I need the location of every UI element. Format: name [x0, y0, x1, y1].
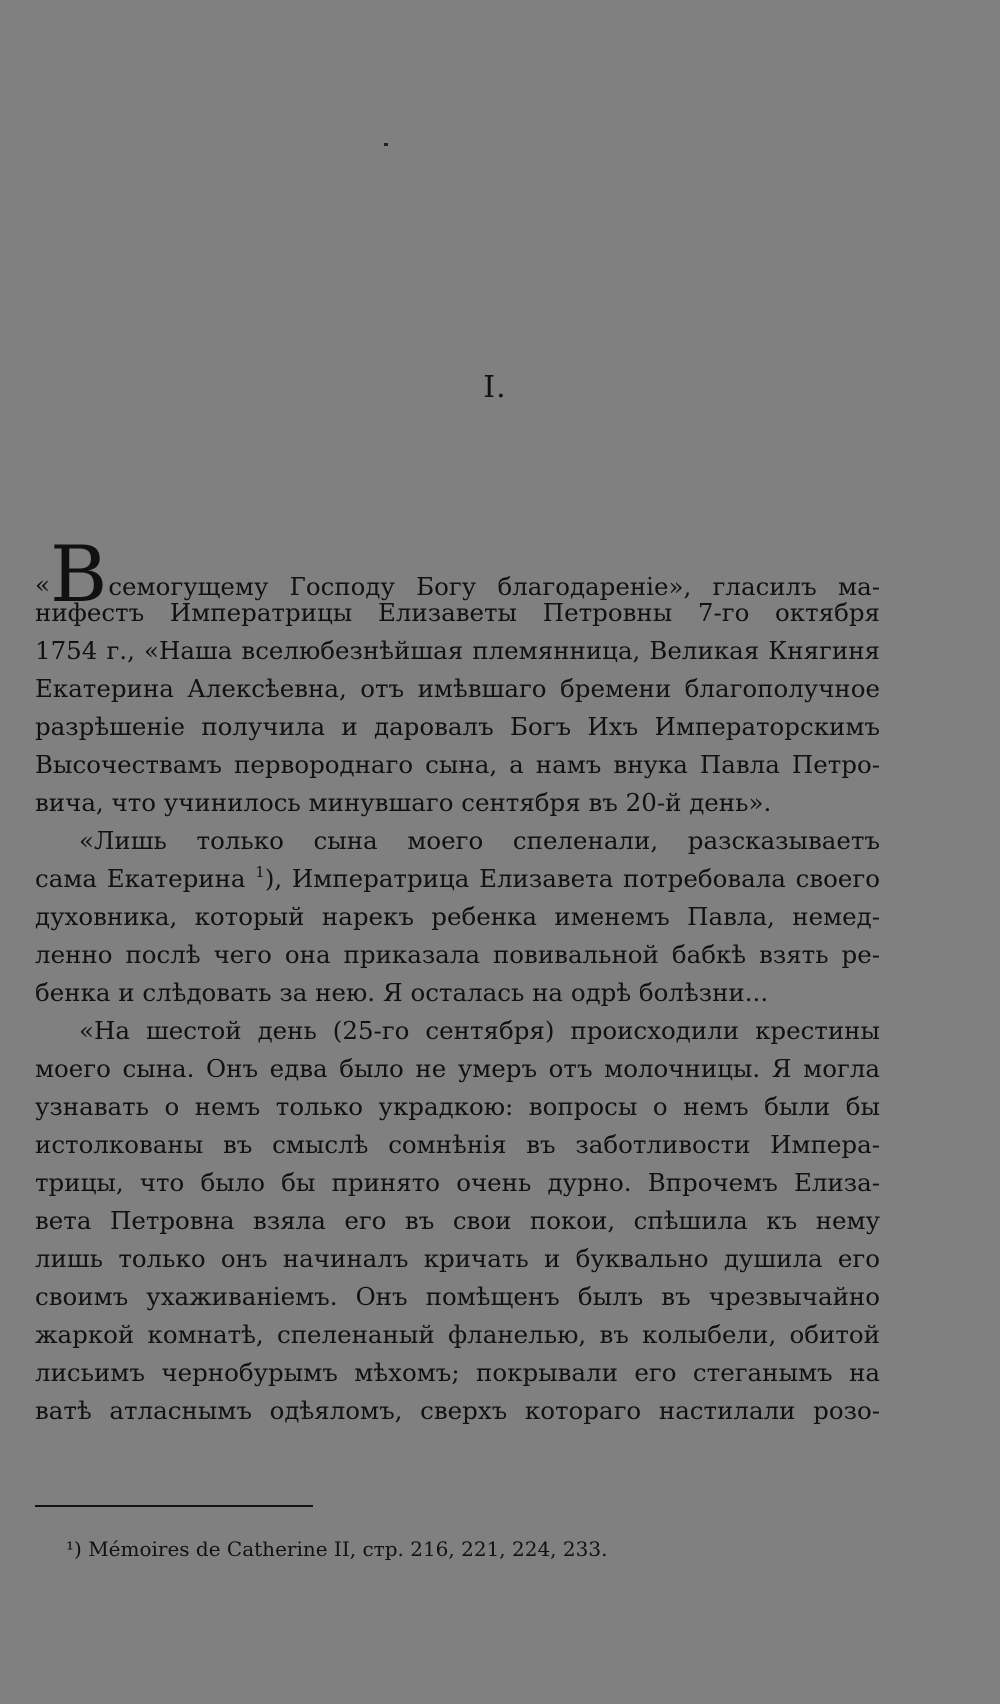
paragraph-1-line-text: семогущему Господу Богу благодареніе», гласилъ ма-	[108, 572, 880, 601]
paragraph-2-line: «Лишь только сына моего спеленали, разсказываетъ	[79, 826, 880, 855]
paragraph-2-line-text: ), Императрица Елизавета потребовала своего	[264, 864, 880, 893]
paragraph-3-line: ватѣ атласнымъ одѣяломъ, сверхъ котораго настилали розо-	[35, 1396, 880, 1425]
paragraph-3-line: «На шестой день (25-го сентября) происходили крестины	[79, 1016, 880, 1045]
paragraph-1-line: нифестъ Императрицы Елизаветы Петровны 7-го октября	[35, 598, 880, 627]
body-text	[35, 530, 880, 1430]
paragraph-3-line: своимъ ухаживаніемъ. Онъ помѣщенъ былъ въ чрезвычайно	[35, 1282, 880, 1311]
paragraph-3-line: жаркой комнатѣ, спеленаный фланелью, въ колыбели, обитой	[35, 1320, 880, 1349]
paragraph-1-line: Высочествамъ первороднаго сына, а намъ внука Павла Петро-	[35, 750, 880, 779]
drop-cap: В	[50, 530, 108, 620]
paragraph-3-line: лисьимъ чернобурымъ мѣхомъ; покрывали его стеганымъ на	[35, 1358, 880, 1387]
paragraph-2-line: духовника, который нарекъ ребенка именемъ Павла, немед-	[35, 902, 880, 931]
paragraph-1-line: разрѣшеніе получила и даровалъ Богъ Ихъ Императорскимъ	[35, 712, 880, 741]
footnote-reference: 1	[255, 863, 265, 881]
paragraph-3-line: вета Петровна взяла его въ свои покои, спѣшила къ нему	[35, 1206, 880, 1235]
paragraph-1-line: вича, что учинилось минувшаго сентября въ 20-й день».	[35, 788, 772, 817]
footnote-text: Mémoires de Catherine II, стр. 216, 221, 224, 233.	[88, 1537, 608, 1561]
paragraph-1-line: Екатерина Алексѣевна, отъ имѣвшаго бремени благополучное	[35, 674, 880, 703]
paragraph-2-line	[35, 860, 880, 898]
paragraph-3-line: узнавать о немъ только украдкою: вопросы о немъ были бы	[35, 1092, 880, 1121]
opening-quote: «	[35, 570, 50, 599]
paragraph-3-line: трицы, что было бы принято очень дурно. Впрочемъ Елиза-	[35, 1168, 880, 1197]
chapter-heading: I.	[483, 370, 507, 405]
print-speck	[384, 143, 388, 146]
paragraph-3-line: истолкованы въ смыслѣ сомнѣнія въ заботливости Импера-	[35, 1130, 880, 1159]
paragraph-2-line: бенка и слѣдовать за нею. Я осталась на одрѣ болѣзни...	[35, 978, 769, 1007]
paragraph-3-line: лишь только онъ начиналъ кричать и буквально душила его	[35, 1244, 880, 1273]
footnote-marker: ¹)	[66, 1537, 82, 1561]
footnote	[66, 1537, 607, 1561]
paragraph-2-line: ленно послѣ чего она приказала повивальной бабкѣ взять ре-	[35, 940, 880, 969]
footnote-divider	[35, 1505, 313, 1507]
paragraph-1-line: 1754 г., «Наша вселюбезнѣйшая племянница, Великая Княгиня	[35, 636, 880, 665]
paragraph-2-line-text: сама Екатерина	[35, 864, 256, 893]
paragraph-3-line: моего сына. Онъ едва было не умеръ отъ молочницы. Я могла	[35, 1054, 880, 1083]
